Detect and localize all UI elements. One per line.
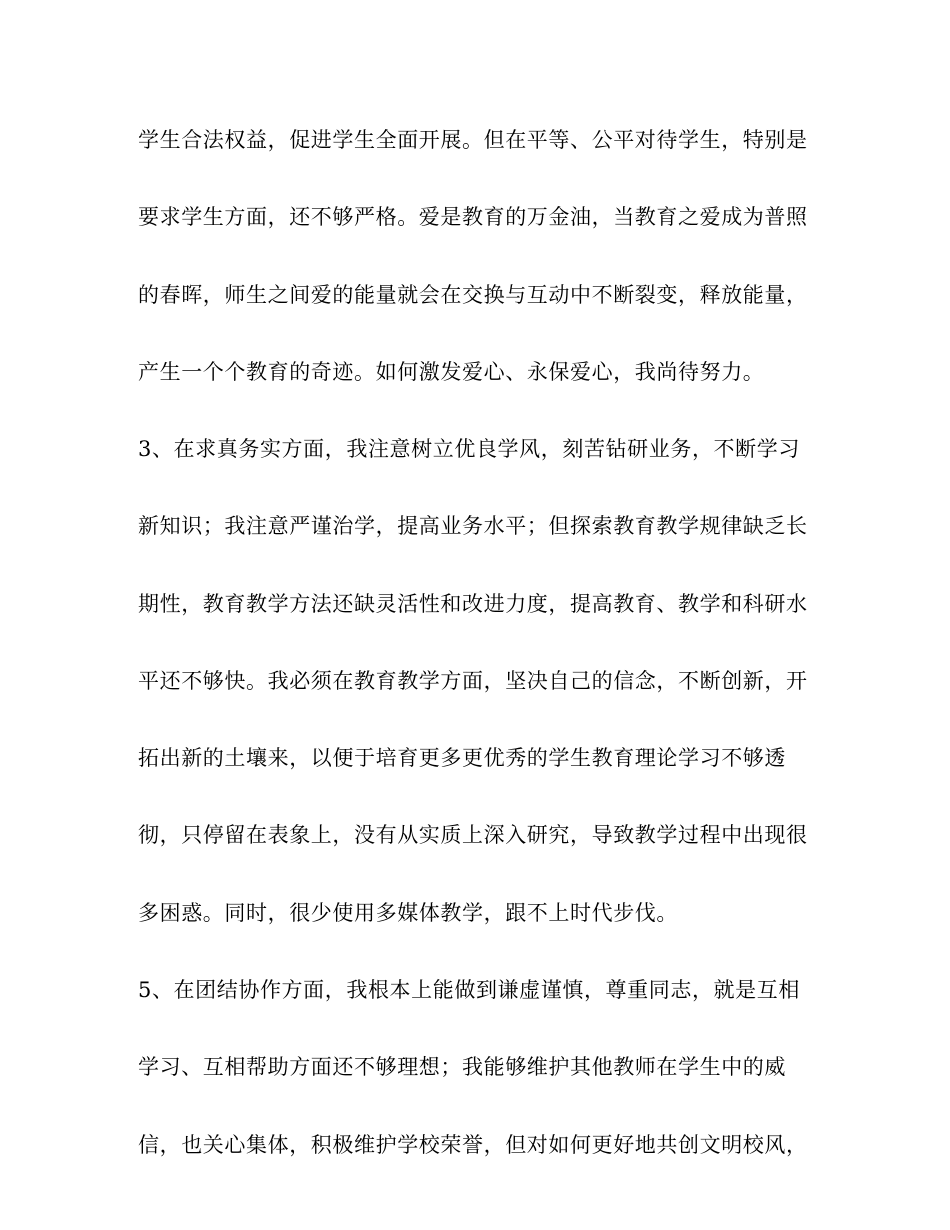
text-line: 彻，只停留在表象上，没有从实质上深入研究，导致教学过程中出现很	[138, 823, 808, 847]
text-line: 多困惑。同时，很少使用多媒体教学，跟不上时代步伐。	[138, 901, 678, 925]
text-line: 5、在团结协作方面，我根本上能做到谦虚谨慎，尊重同志，就是互相	[138, 978, 800, 1002]
text-line: 拓出新的土壤来，以便于培育更多更优秀的学生教育理论学习不够透	[138, 746, 786, 770]
text-line: 新知识；我注意严谨治学，提高业务水平；但探索教育教学规律缺乏长	[138, 514, 808, 538]
text-line: 平还不够快。我必须在教育教学方面，坚决自己的信念，不断创新，开	[138, 669, 808, 693]
text-line: 产生一个个教育的奇迹。如何激发爱心、永保爱心，我尚待努力。	[138, 360, 765, 384]
text-line: 信，也关心集体，积极维护学校荣誉，但对如何更好地共创文明校风，	[138, 1133, 808, 1157]
text-line: 期性，教育教学方法还缺灵活性和改进力度，提高教育、教学和科研水	[138, 592, 808, 616]
text-line: 3、在求真务实方面，我注意树立优良学风，刻苦钻研业务，不断学习	[138, 437, 800, 461]
text-line: 要求学生方面，还不够严格。爱是教育的万金油，当教育之爱成为普照	[138, 205, 808, 229]
text-line: 学生合法权益，促进学生全面开展。但在平等、公平对待学生，特别是	[138, 128, 808, 152]
text-line: 学习、互相帮助方面还不够理想；我能够维护其他教师在学生中的威	[138, 1055, 786, 1079]
text-line: 的春晖，师生之间爱的能量就会在交换与互动中不断裂变，释放能量，	[138, 283, 808, 307]
